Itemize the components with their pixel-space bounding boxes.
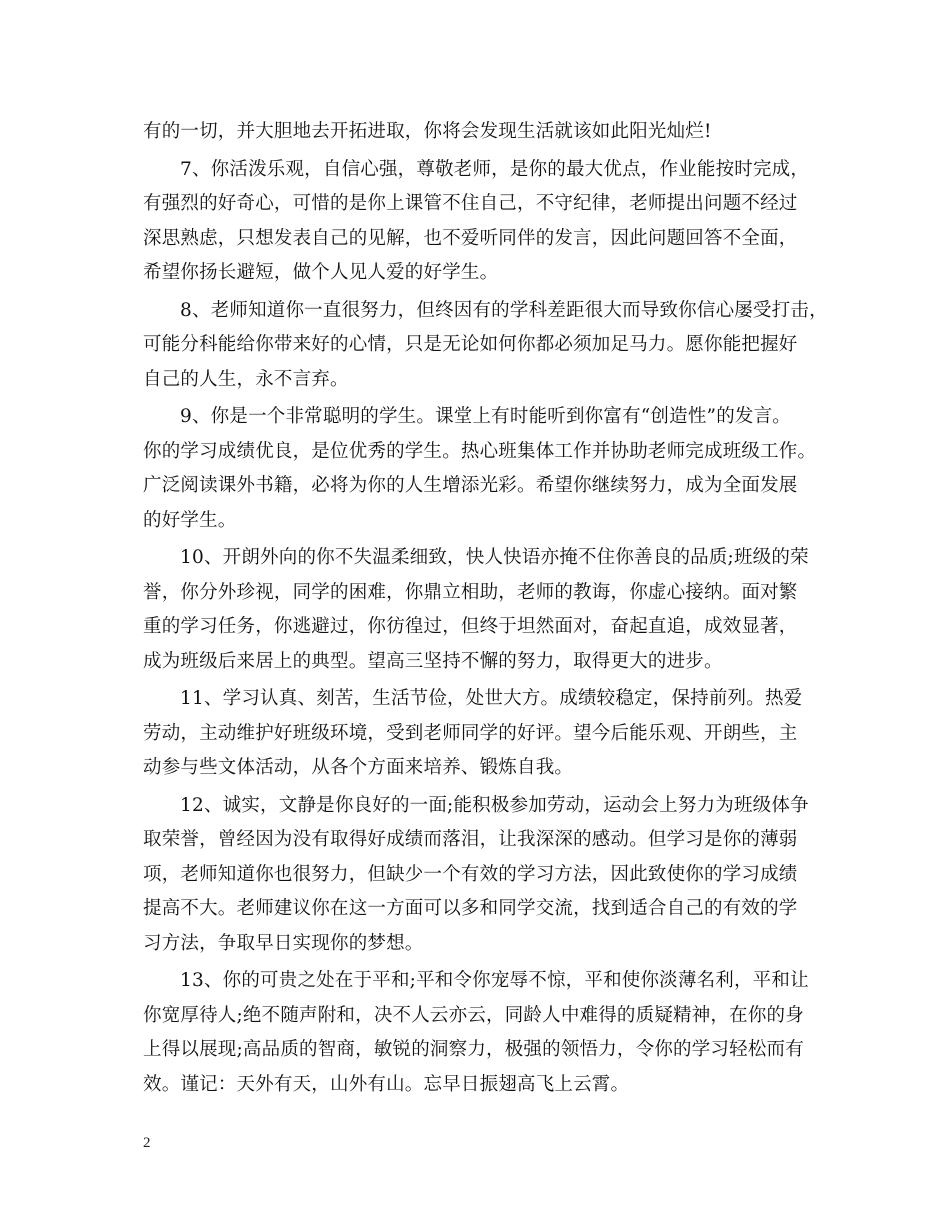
- text-line: 你宽厚待人;绝不随声附和，决不人云亦云，同龄人中难得的质疑精神，在你的身: [143, 1004, 804, 1026]
- paragraph-p-continued: [143, 115, 833, 150]
- paragraph-p8: [143, 294, 833, 398]
- text-line: 有强烈的好奇心，可惜的是你上课管不住自己，不守纪律，老师提出问题不经过: [143, 193, 798, 214]
- text-line: 上得以展现;高品质的智商，敏锐的洞察力，极强的领悟力，令你的学习轻松而有: [143, 1039, 804, 1060]
- text-line: 动参与些文体活动，从各个方面来培养、锻炼自我。: [143, 757, 574, 778]
- text-line: 10、开朗外向的你不失温柔细致，快人快语亦掩不住你善良的品质;班级的荣: [180, 547, 809, 568]
- paragraph-p10: [143, 541, 833, 679]
- text-line: 9、你是一个非常聪明的学生。课堂上有时能听到你富有“创造性”的发言。: [180, 406, 791, 427]
- text-line: 8、老师知道你一直很努力，但终因有的学科差距很大而导致你信心屡受打击，: [180, 299, 828, 321]
- text-line: 劳动，主动维护好班级环境，受到老师同学的好评。望今后能乐观、开朗些，主: [143, 722, 798, 744]
- text-line: 11、学习认真、刻苦，生活节俭，处世大方。成绩较稳定，保持前列。热爱: [180, 688, 803, 709]
- text-line: 成为班级后来居上的典型。望高三坚持不懈的努力，取得更大的进步。: [143, 650, 723, 672]
- text-line: 自己的人生，永不言弃。: [143, 368, 349, 390]
- text-line: 13、你的可贵之处在于平和;平和令你宠辱不惊，平和使你淡薄名利，平和让: [180, 970, 809, 991]
- text-line: 效。谨记：天外有天，山外有山。忘早日振翅高飞上云霄。: [143, 1073, 630, 1095]
- text-line: 广泛阅读课外书籍，必将为你的人生增添光彩。希望你继续努力，成为全面发展: [143, 475, 798, 496]
- text-line: 重的学习任务，你逃避过，你彷徨过，但终于坦然面对，奋起直追，成效显著，: [143, 616, 798, 637]
- page-number: 2: [143, 1135, 151, 1151]
- paragraph-p9: [143, 400, 833, 538]
- paragraph-p12: [143, 789, 833, 962]
- text-line: 7、你活泼乐观，自信心强，尊敬老师，是你的最大优点，作业能按时完成，: [180, 158, 810, 180]
- text-line: 12、诚实，文静是你良好的一面;能积极参加劳动，运动会上努力为班级体争: [180, 794, 809, 816]
- paragraph-p11: [143, 682, 833, 786]
- paragraph-p13: [143, 964, 833, 1102]
- text-line: 习方法，争取早日实现你的梦想。: [143, 932, 424, 954]
- text-line: 誉，你分外珍视，同学的困难，你鼎立相助，老师的教诲，你虚心接纳。面对繁: [143, 581, 798, 603]
- text-line: 你的学习成绩优良，是位优秀的学生。热心班集体工作并协助老师完成班级工作。: [143, 440, 817, 462]
- page-body: [143, 115, 833, 1105]
- text-line: 可能分科能给你带来好的心情，只是无论如何你都必须加足马力。愿你能把握好: [143, 334, 798, 355]
- paragraph-p7: [143, 153, 833, 291]
- text-line: 深思熟虑，只想发表自己的见解，也不爱听同伴的发言，因此问题回答不全面，: [143, 227, 798, 249]
- text-line: 希望你扬长避短，做个人见人爱的好学生。: [143, 262, 499, 283]
- text-line: 的好学生。: [143, 509, 237, 531]
- text-line: 取荣誉，曾经因为没有取得好成绩而落泪，让我深深的感动。但学习是你的薄弱: [143, 829, 798, 850]
- text-line: 有的一切，并大胆地去开拓进取，你将会发现生活就该如此阳光灿烂!: [143, 121, 712, 142]
- text-line: 提高不大。老师建议你在这一方面可以多和同学交流，找到适合自己的有效的学: [143, 898, 798, 919]
- text-line: 项，老师知道你也很努力，但缺少一个有效的学习方法，因此致使你的学习成绩: [143, 863, 798, 885]
